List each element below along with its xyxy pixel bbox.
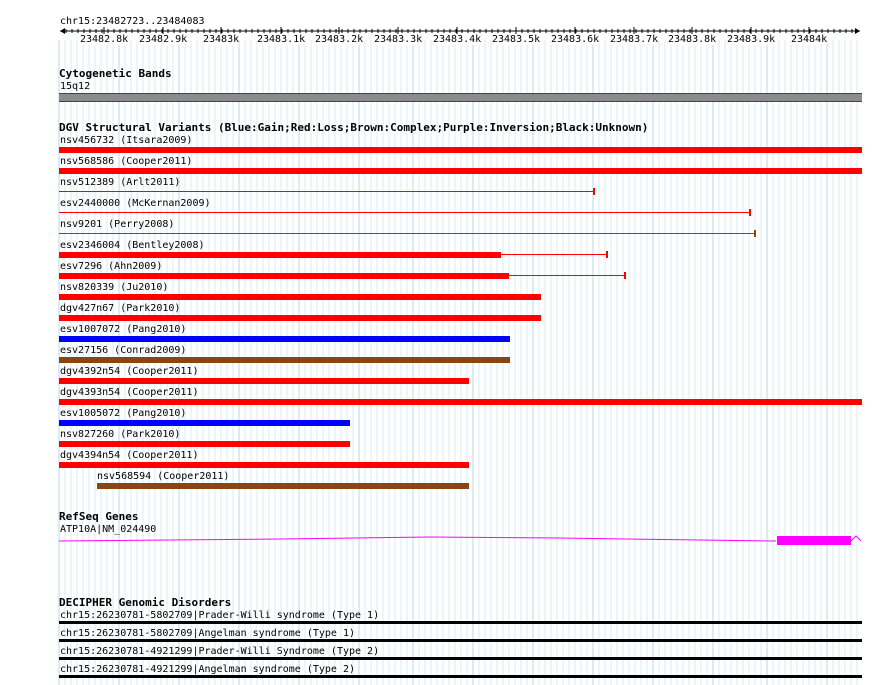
disorder-label[interactable]: chr15:26230781-4921299|Prader-Willi Syndrome (Type 2) — [60, 646, 380, 657]
cytoband-track-title[interactable]: Cytogenetic Bands — [59, 67, 172, 80]
disorder-feature[interactable] — [59, 657, 862, 660]
variant-label[interactable]: dgv4393n54 (Cooper2011) — [60, 387, 199, 398]
disorder-label[interactable]: chr15:26230781-4921299|Angelman syndrome (Type 2) — [60, 664, 356, 675]
variant-feature[interactable] — [59, 212, 750, 213]
disorder-feature[interactable] — [59, 675, 862, 678]
ruler-tick-label: 23483.5k — [492, 34, 541, 45]
ruler-arrow — [855, 28, 860, 34]
variant-label[interactable]: esv2346004 (Bentley2008) — [60, 240, 205, 251]
ruler-tick-label: 23484k — [791, 34, 828, 45]
region-label: chr15:23482723..23484083 — [60, 16, 205, 27]
refseq-track-title[interactable]: RefSeq Genes — [59, 510, 139, 523]
variant-label[interactable]: nsv568594 (Cooper2011) — [97, 471, 230, 482]
variant-feature[interactable] — [59, 168, 862, 174]
variant-feature[interactable] — [59, 357, 510, 363]
variant-feature[interactable] — [59, 441, 350, 447]
gene-strand-tail — [851, 536, 861, 541]
variant-feature[interactable] — [59, 399, 862, 405]
variant-label[interactable]: nsv827260 (Park2010) — [60, 429, 181, 440]
variant-label[interactable]: esv1007072 (Pang2010) — [60, 324, 187, 335]
variant-label[interactable]: dgv427n67 (Park2010) — [60, 303, 181, 314]
cytoband-bar[interactable] — [59, 93, 862, 102]
variant-end-cap — [624, 272, 626, 279]
ruler-tick-label: 23483.7k — [610, 34, 659, 45]
decipher-track-title[interactable]: DECIPHER Genomic Disorders — [59, 596, 232, 609]
variant-feature[interactable] — [59, 294, 541, 300]
variant-label[interactable]: nsv820339 (Ju2010) — [60, 282, 169, 293]
ruler-tick-label: 23483.4k — [433, 34, 482, 45]
variant-label[interactable]: nsv456732 (Itsara2009) — [60, 135, 193, 146]
gene-label[interactable]: ATP10A|NM_024490 — [60, 524, 157, 535]
ruler-tick-label: 23483.9k — [727, 34, 776, 45]
variant-end-cap — [593, 188, 595, 195]
ruler-tick-label: 23483.6k — [551, 34, 600, 45]
ruler-tick-label: 23483.2k — [315, 34, 364, 45]
variant-feature[interactable] — [59, 252, 501, 258]
ruler-tick-label: 23483.1k — [257, 34, 306, 45]
variant-feature[interactable] — [59, 420, 350, 426]
variant-feature[interactable] — [59, 191, 594, 192]
variant-label[interactable]: esv2440000 (McKernan2009) — [60, 198, 211, 209]
dgv-track-title[interactable]: DGV Structural Variants (Blue:Gain;Red:Loss;Brown:Complex;Purple:Inversion;Black:Unknown) — [59, 121, 649, 134]
ruler-tick-label: 23483.8k — [668, 34, 717, 45]
variant-end-cap — [606, 251, 608, 258]
variant-feature[interactable] — [59, 462, 469, 468]
variant-feature[interactable] — [59, 147, 862, 153]
gene-intron-line — [59, 537, 776, 541]
ruler-arrow — [60, 28, 65, 34]
variant-extension — [501, 254, 607, 255]
ruler-tick-label: 23482.9k — [139, 34, 188, 45]
variant-label[interactable]: nsv9201 (Perry2008) — [60, 219, 175, 230]
variant-label[interactable]: esv7296 (Ahn2009) — [60, 261, 163, 272]
ruler-tick-label: 23483.3k — [374, 34, 423, 45]
disorder-feature[interactable] — [59, 621, 862, 624]
ruler-tick-label: 23482.8k — [80, 34, 129, 45]
variant-label[interactable]: esv1005072 (Pang2010) — [60, 408, 187, 419]
variant-label[interactable]: nsv568586 (Cooper2011) — [60, 156, 193, 167]
variant-feature[interactable] — [97, 483, 469, 489]
disorder-label[interactable]: chr15:26230781-5802709|Angelman syndrome (Type 1) — [60, 628, 356, 639]
variant-label[interactable]: esv27156 (Conrad2009) — [60, 345, 187, 356]
variant-feature[interactable] — [59, 233, 755, 234]
gene-exon — [777, 536, 851, 545]
variant-feature[interactable] — [59, 273, 509, 279]
variant-feature[interactable] — [59, 378, 469, 384]
variant-label[interactable]: nsv512389 (Arlt2011) — [60, 177, 181, 188]
variant-extension — [509, 275, 625, 276]
variant-label[interactable]: dgv4392n54 (Cooper2011) — [60, 366, 199, 377]
variant-feature[interactable] — [59, 336, 510, 342]
ruler-tick-label: 23483k — [203, 34, 240, 45]
variant-end-cap — [754, 230, 756, 237]
variant-label[interactable]: dgv4394n54 (Cooper2011) — [60, 450, 199, 461]
disorder-feature[interactable] — [59, 639, 862, 642]
variant-feature[interactable] — [59, 315, 541, 321]
variant-end-cap — [749, 209, 751, 216]
cytoband-label: 15q12 — [60, 81, 91, 92]
disorder-label[interactable]: chr15:26230781-5802709|Prader-Willi syndrome (Type 1) — [60, 610, 380, 621]
